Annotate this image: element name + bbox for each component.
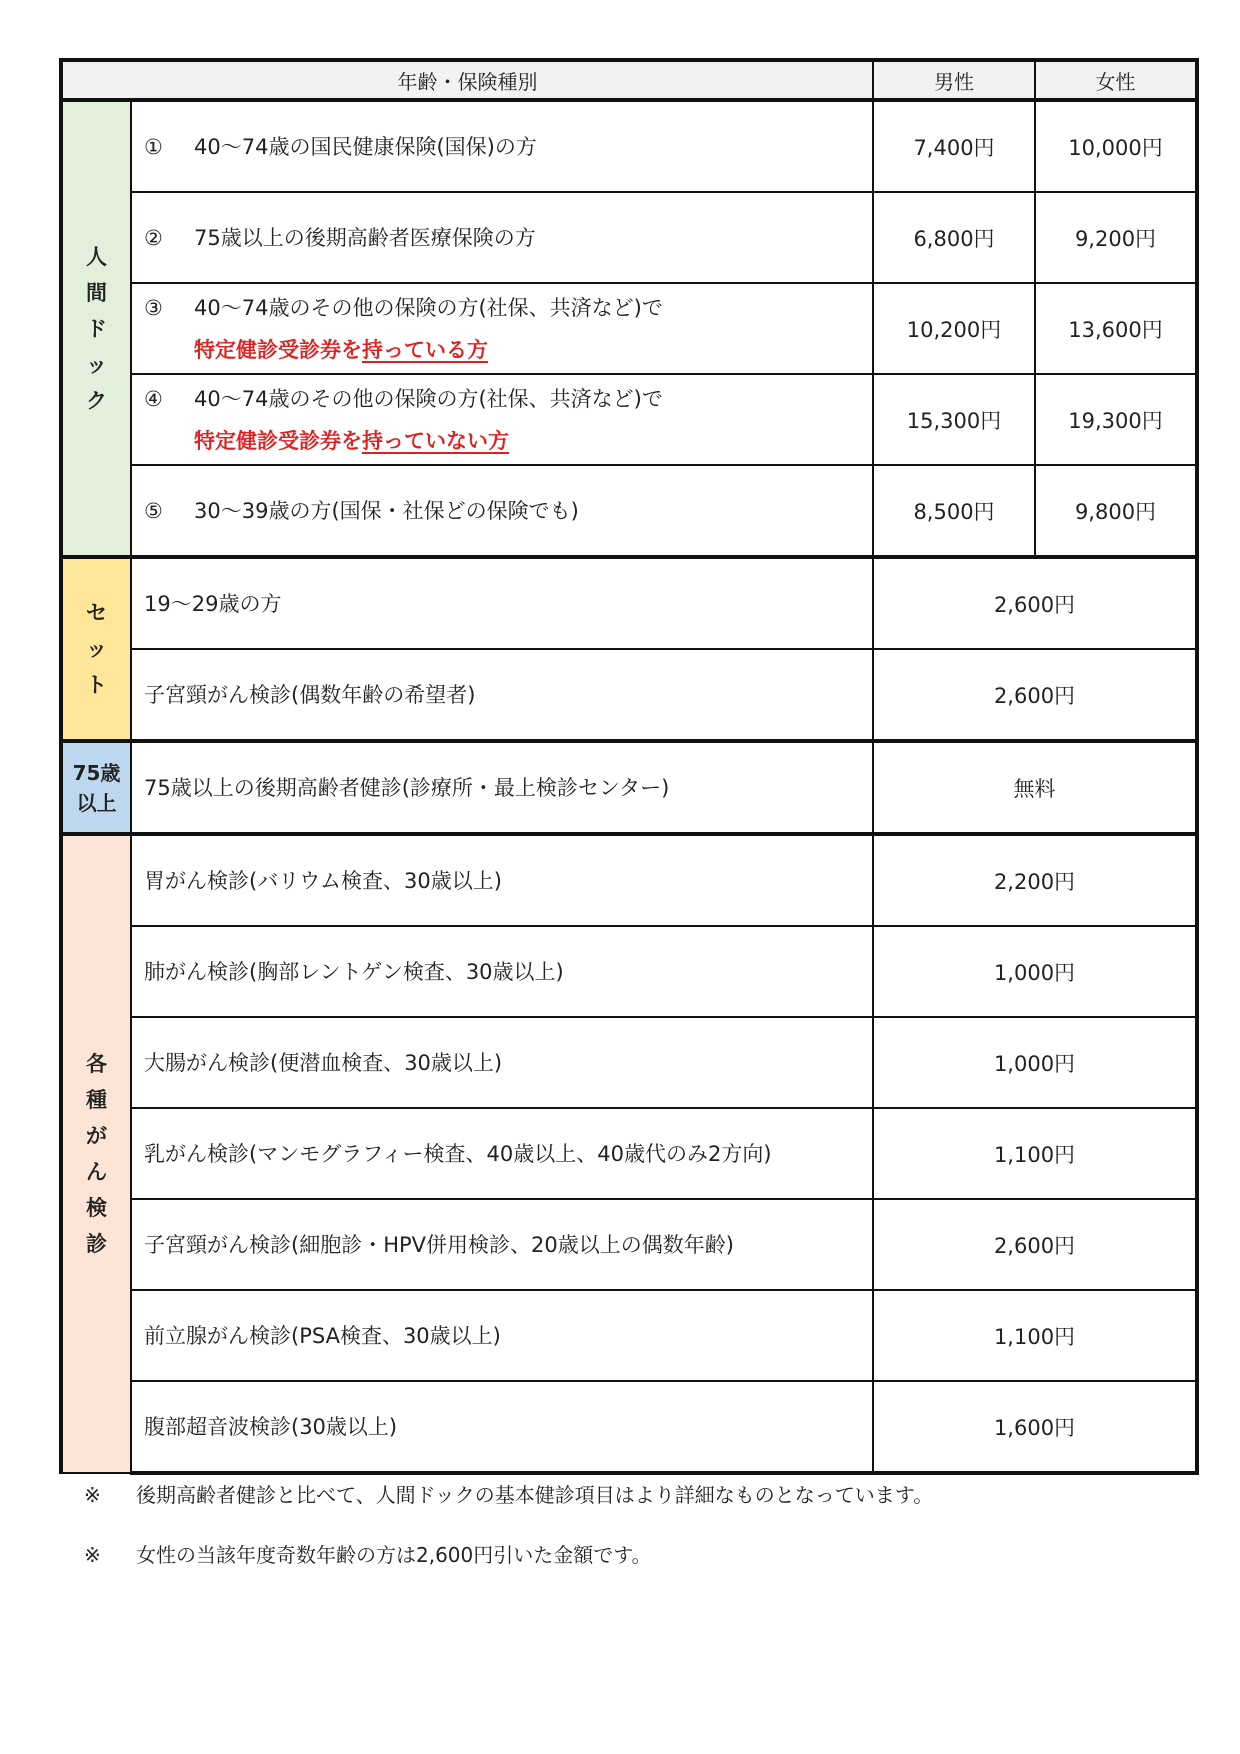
dock-row-1-desc: ① 40〜74歳の国民健康保険(国保)の方 [131,100,873,192]
cancer-row-2-desc: 肺がん検診(胸部レントゲン検査、30歳以上) [131,926,873,1017]
cancer-row-1-price: 2,200円 [873,834,1197,926]
footnotes [84,1480,1204,1600]
table-header-row [61,60,1197,100]
table-row [61,1108,1197,1199]
table-row [61,283,1197,374]
set-row-2-desc: 子宮頸がん検診(偶数年齢の希望者) [131,649,873,741]
note-mark: ※ [84,1483,101,1507]
cancer-row-4-price: 1,100円 [873,1108,1197,1199]
dock-row-2-male-price: 6,800円 [873,192,1035,283]
dock-row-1-male-price: 7,400円 [873,100,1035,192]
cancer-row-5-price: 2,600円 [873,1199,1197,1290]
elderly-category-label: 75歳 以上 [61,741,131,834]
set-category-label: セット [61,557,131,741]
dock-row-4-male-price: 15,300円 [873,374,1035,465]
table-row [61,192,1197,283]
set-row-1-price: 2,600円 [873,557,1197,649]
table-row [61,557,1197,649]
dock-row-5-male-price: 8,500円 [873,465,1035,557]
table-row [61,926,1197,1017]
table-row [61,741,1197,834]
cancer-row-6-desc: 前立腺がん検診(PSA検査、30歳以上) [131,1290,873,1381]
elderly-row-desc: 75歳以上の後期高齢者健診(診療所・最上検診センター) [131,741,873,834]
cancer-row-3-desc: 大腸がん検診(便潜血検査、30歳以上) [131,1017,873,1108]
dock-row-5-female-price: 9,800円 [1035,465,1197,557]
table-row [61,465,1197,557]
header-category: 年齢・保険種別 [61,60,873,100]
table-row [61,1381,1197,1473]
table-row [61,834,1197,926]
fee-table [59,58,1199,1475]
cancer-row-7-desc: 腹部超音波検診(30歳以上) [131,1381,873,1473]
cancer-row-2-price: 1,000円 [873,926,1197,1017]
table-row [61,100,1197,192]
set-row-2-price: 2,600円 [873,649,1197,741]
dock-row-3-emphasis: 特定健診受診券を持っている方 [194,337,488,362]
footnote-1 [84,1480,1204,1540]
table-row [61,1199,1197,1290]
set-row-1-desc: 19〜29歳の方 [131,557,873,649]
dock-category-label: 人間ドック [61,100,131,557]
elderly-row-price: 無料 [873,741,1197,834]
cancer-row-5-desc: 子宮頸がん検診(細胞診・HPV併用検診、20歳以上の偶数年齢) [131,1199,873,1290]
cancer-row-7-price: 1,600円 [873,1381,1197,1473]
dock-row-2-female-price: 9,200円 [1035,192,1197,283]
table-row [61,1290,1197,1381]
note-text: 女性の当該年度奇数年齢の方は2,600円引いた金額です。 [136,1543,652,1567]
dock-row-2-desc: ② 75歳以上の後期高齢者医療保険の方 [131,192,873,283]
dock-row-3-desc: ③ 40〜74歳のその他の保険の方(社保、共済など)で 特定健診受診券を持っている方 [131,283,873,374]
table-row [61,1017,1197,1108]
footnote-2 [84,1540,1204,1600]
table-row [61,649,1197,741]
cancer-category-label: 各種がん検診 [61,834,131,1473]
dock-row-3-female-price: 13,600円 [1035,283,1197,374]
dock-row-4-emphasis: 特定健診受診券を持っていない方 [194,428,509,453]
dock-row-5-desc: ⑤ 30〜39歳の方(国保・社保どの保険でも) [131,465,873,557]
cancer-row-1-desc: 胃がん検診(バリウム検査、30歳以上) [131,834,873,926]
table-row [61,374,1197,465]
dock-row-3-male-price: 10,200円 [873,283,1035,374]
note-mark: ※ [84,1543,101,1567]
cancer-row-6-price: 1,100円 [873,1290,1197,1381]
cancer-row-3-price: 1,000円 [873,1017,1197,1108]
header-male: 男性 [873,60,1035,100]
note-text: 後期高齢者健診と比べて、人間ドックの基本健診項目はより詳細なものとなっています。 [136,1483,934,1507]
dock-row-4-female-price: 19,300円 [1035,374,1197,465]
dock-row-1-female-price: 10,000円 [1035,100,1197,192]
dock-row-4-desc: ④ 40〜74歳のその他の保険の方(社保、共済など)で 特定健診受診券を持っていない方 [131,374,873,465]
header-female: 女性 [1035,60,1197,100]
cancer-row-4-desc: 乳がん検診(マンモグラフィー検査、40歳以上、40歳代のみ2方向) [131,1108,873,1199]
